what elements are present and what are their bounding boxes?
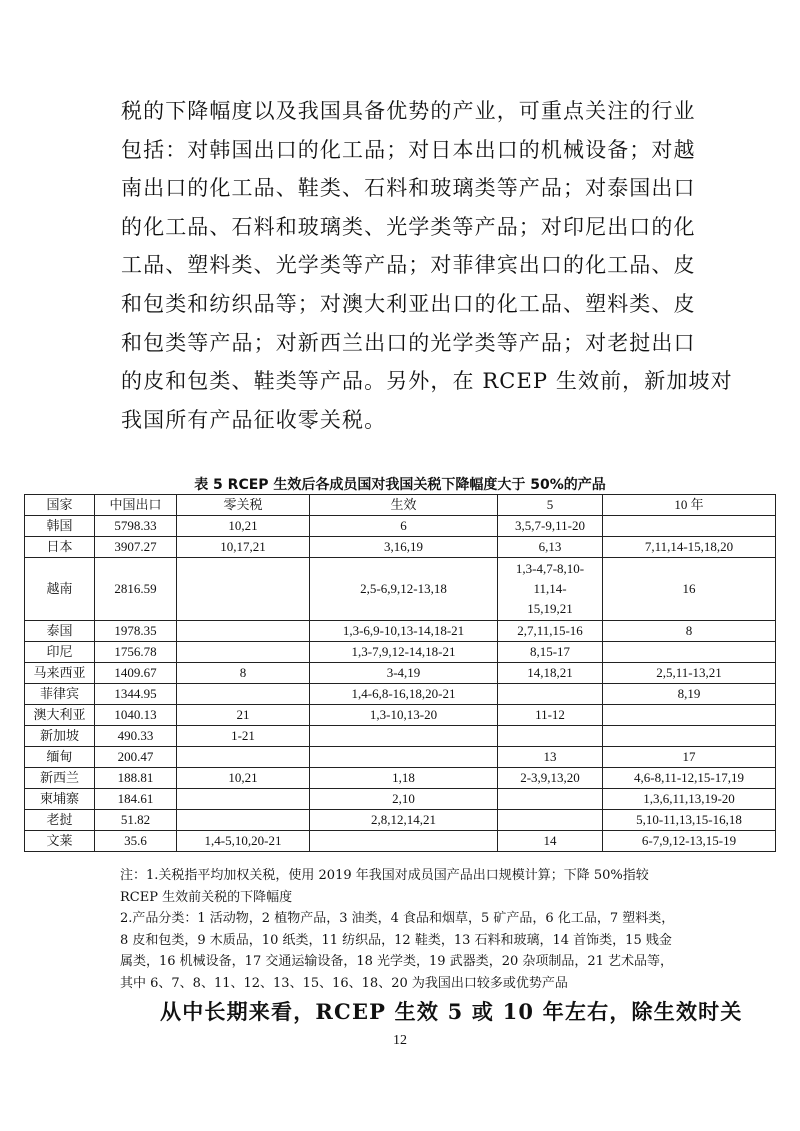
country-cell: 老挝 — [25, 810, 95, 831]
zero-tariff-cell — [177, 621, 310, 642]
five-year-cell — [498, 684, 603, 705]
header-effective: 生效 — [310, 495, 498, 516]
china-export-cell: 1344.95 — [95, 684, 177, 705]
zero-tariff-cell: 10,21 — [177, 516, 310, 537]
table-row — [25, 810, 776, 831]
table-row — [25, 831, 776, 852]
china-export-cell: 200.47 — [95, 747, 177, 768]
paragraph-line: 的皮和包类、鞋类等产品。另外，在 RCEP 生效前，新加坡对 — [121, 369, 733, 394]
note-line: RCEP 生效前关税的下降幅度 — [120, 889, 293, 905]
country-cell: 韩国 — [25, 516, 95, 537]
paragraph-line: 包括：对韩国出口的化工品；对日本出口的机械设备；对越 — [121, 137, 696, 162]
china-export-cell: 188.81 — [95, 768, 177, 789]
country-cell: 菲律宾 — [25, 684, 95, 705]
country-cell: 新西兰 — [25, 768, 95, 789]
table-row — [25, 663, 776, 684]
note-line: 8 皮和包类，9 木质品，10 纸类，11 纺织品，12 鞋类，13 石料和玻璃，14 首饰类，15 贱金 — [120, 932, 672, 948]
five-year-cell: 14,18,21 — [498, 663, 603, 684]
table-row — [25, 558, 776, 621]
paragraph-line: 的化工品、石料和玻璃类、光学类等产品；对印尼出口的化 — [121, 214, 696, 239]
zero-tariff-cell: 1,4-5,10,20-21 — [177, 831, 310, 852]
effective-cell — [310, 726, 498, 747]
china-export-cell: 51.82 — [95, 810, 177, 831]
zero-tariff-cell: 1-21 — [177, 726, 310, 747]
ten-year-cell — [603, 516, 776, 537]
effective-cell: 2,5-6,9,12-13,18 — [310, 558, 498, 621]
effective-cell: 6 — [310, 516, 498, 537]
effective-cell: 2,8,12,14,21 — [310, 810, 498, 831]
ten-year-cell — [603, 642, 776, 663]
table-row — [25, 684, 776, 705]
ten-year-cell: 8,19 — [603, 684, 776, 705]
paragraph-line: 南出口的化工品、鞋类、石料和玻璃类等产品；对泰国出口 — [121, 176, 696, 201]
five-year-cell — [498, 810, 603, 831]
table-row — [25, 621, 776, 642]
effective-cell: 2,10 — [310, 789, 498, 810]
table-row — [25, 789, 776, 810]
ten-year-cell: 7,11,14-15,18,20 — [603, 537, 776, 558]
five-year-cell — [498, 789, 603, 810]
country-cell: 日本 — [25, 537, 95, 558]
china-export-cell: 2816.59 — [95, 558, 177, 621]
body-paragraph — [121, 92, 733, 439]
zero-tariff-cell: 10,17,21 — [177, 537, 310, 558]
china-export-cell: 1409.67 — [95, 663, 177, 684]
china-export-cell: 184.61 — [95, 789, 177, 810]
ten-year-cell — [603, 705, 776, 726]
zero-tariff-cell: 21 — [177, 705, 310, 726]
country-cell: 越南 — [25, 558, 95, 621]
five-year-cell: 11-12 — [498, 705, 603, 726]
paragraph-line: 工品、塑料类、光学类等产品；对菲律宾出口的化工品、皮 — [121, 253, 696, 278]
table-header-row — [25, 495, 776, 516]
bottom-text-line: 从中长期来看，RCEP 生效 5 或 10 年左右，除生效时关 — [160, 999, 743, 1024]
country-cell: 缅甸 — [25, 747, 95, 768]
paragraph-line: 和包类和纺织品等；对澳大利亚出口的化工品、塑料类、皮 — [121, 291, 696, 316]
table-row — [25, 705, 776, 726]
zero-tariff-cell — [177, 747, 310, 768]
paragraph-line: 和包类等产品；对新西兰出口的光学类等产品；对老挝出口 — [121, 330, 696, 355]
paragraph-line: 我国所有产品征收零关税。 — [121, 407, 387, 432]
five-year-cell: 1,3-4,7-8,10- 11,14- 15,19,21 — [498, 558, 603, 621]
table-row — [25, 642, 776, 663]
country-cell: 马来西亚 — [25, 663, 95, 684]
page-number: 12 — [393, 1033, 407, 1048]
zero-tariff-cell — [177, 684, 310, 705]
effective-cell — [310, 747, 498, 768]
zero-tariff-cell — [177, 810, 310, 831]
china-export-cell: 1756.78 — [95, 642, 177, 663]
country-cell: 文莱 — [25, 831, 95, 852]
china-export-cell: 1040.13 — [95, 705, 177, 726]
five-year-cell: 14 — [498, 831, 603, 852]
zero-tariff-cell: 8 — [177, 663, 310, 684]
five-year-cell: 2-3,9,13,20 — [498, 768, 603, 789]
table-notes — [120, 865, 690, 994]
table-row — [25, 768, 776, 789]
china-export-cell: 35.6 — [95, 831, 177, 852]
ten-year-cell: 17 — [603, 747, 776, 768]
table-caption: 表 5 RCEP 生效后各成员国对我国关税下降幅度大于 50%的产品 — [194, 477, 606, 493]
note-line: 属类，16 机械设备，17 交通运输设备，18 光学类，19 武器类，20 杂项制品，21 艺术品等， — [120, 954, 674, 969]
note-line: 其中 6、7、8、11、12、13、15、16、18、20 为我国出口较多或优势产品 — [120, 975, 568, 991]
effective-cell: 1,4-6,8-16,18,20-21 — [310, 684, 498, 705]
five-year-cell — [498, 726, 603, 747]
ten-year-cell: 6-7,9,12-13,15-19 — [603, 831, 776, 852]
table-row — [25, 516, 776, 537]
effective-cell: 1,18 — [310, 768, 498, 789]
zero-tariff-cell — [177, 642, 310, 663]
zero-tariff-cell — [177, 558, 310, 621]
five-year-cell: 3,5,7-9,11-20 — [498, 516, 603, 537]
header-country: 国家 — [25, 495, 95, 516]
tariff-table — [24, 494, 776, 852]
five-year-cell: 8,15-17 — [498, 642, 603, 663]
header-10-year: 10 年 — [603, 495, 776, 516]
note-line: 注：1.关税指平均加权关税，使用 2019 年我国对成员国产品出口规模计算；下降 50%指较 — [120, 868, 649, 883]
country-cell: 新加坡 — [25, 726, 95, 747]
note-line: 2.产品分类：1 活动物，2 植物产品，3 油类，4 食品和烟草，5 矿产品，6 化工品，7 塑料类， — [120, 911, 675, 926]
effective-cell: 3,16,19 — [310, 537, 498, 558]
country-cell: 印尼 — [25, 642, 95, 663]
country-cell: 泰国 — [25, 621, 95, 642]
paragraph-line: 税的下降幅度以及我国具备优势的产业，可重点关注的行业 — [121, 99, 696, 123]
header-zero-tariff: 零关税 — [177, 495, 310, 516]
ten-year-cell: 2,5,11-13,21 — [603, 663, 776, 684]
header-china-export: 中国出口 — [95, 495, 177, 516]
effective-cell: 1,3-6,9-10,13-14,18-21 — [310, 621, 498, 642]
ten-year-cell — [603, 726, 776, 747]
effective-cell: 3-4,19 — [310, 663, 498, 684]
country-cell: 澳大利亚 — [25, 705, 95, 726]
china-export-cell: 490.33 — [95, 726, 177, 747]
header-5-year: 5 — [498, 495, 603, 516]
ten-year-cell: 16 — [603, 558, 776, 621]
effective-cell: 1,3-10,13-20 — [310, 705, 498, 726]
effective-cell — [310, 831, 498, 852]
table-row — [25, 537, 776, 558]
five-year-cell: 13 — [498, 747, 603, 768]
ten-year-cell: 5,10-11,13,15-16,18 — [603, 810, 776, 831]
zero-tariff-cell: 10,21 — [177, 768, 310, 789]
china-export-cell: 3907.27 — [95, 537, 177, 558]
five-year-cell: 2,7,11,15-16 — [498, 621, 603, 642]
china-export-cell: 1978.35 — [95, 621, 177, 642]
country-cell: 柬埔寨 — [25, 789, 95, 810]
ten-year-cell: 1,3,6,11,13,19-20 — [603, 789, 776, 810]
ten-year-cell: 4,6-8,11-12,15-17,19 — [603, 768, 776, 789]
table-row — [25, 747, 776, 768]
table-row — [25, 726, 776, 747]
ten-year-cell: 8 — [603, 621, 776, 642]
effective-cell: 1,3-7,9,12-14,18-21 — [310, 642, 498, 663]
five-year-cell: 6,13 — [498, 537, 603, 558]
china-export-cell: 5798.33 — [95, 516, 177, 537]
zero-tariff-cell — [177, 789, 310, 810]
